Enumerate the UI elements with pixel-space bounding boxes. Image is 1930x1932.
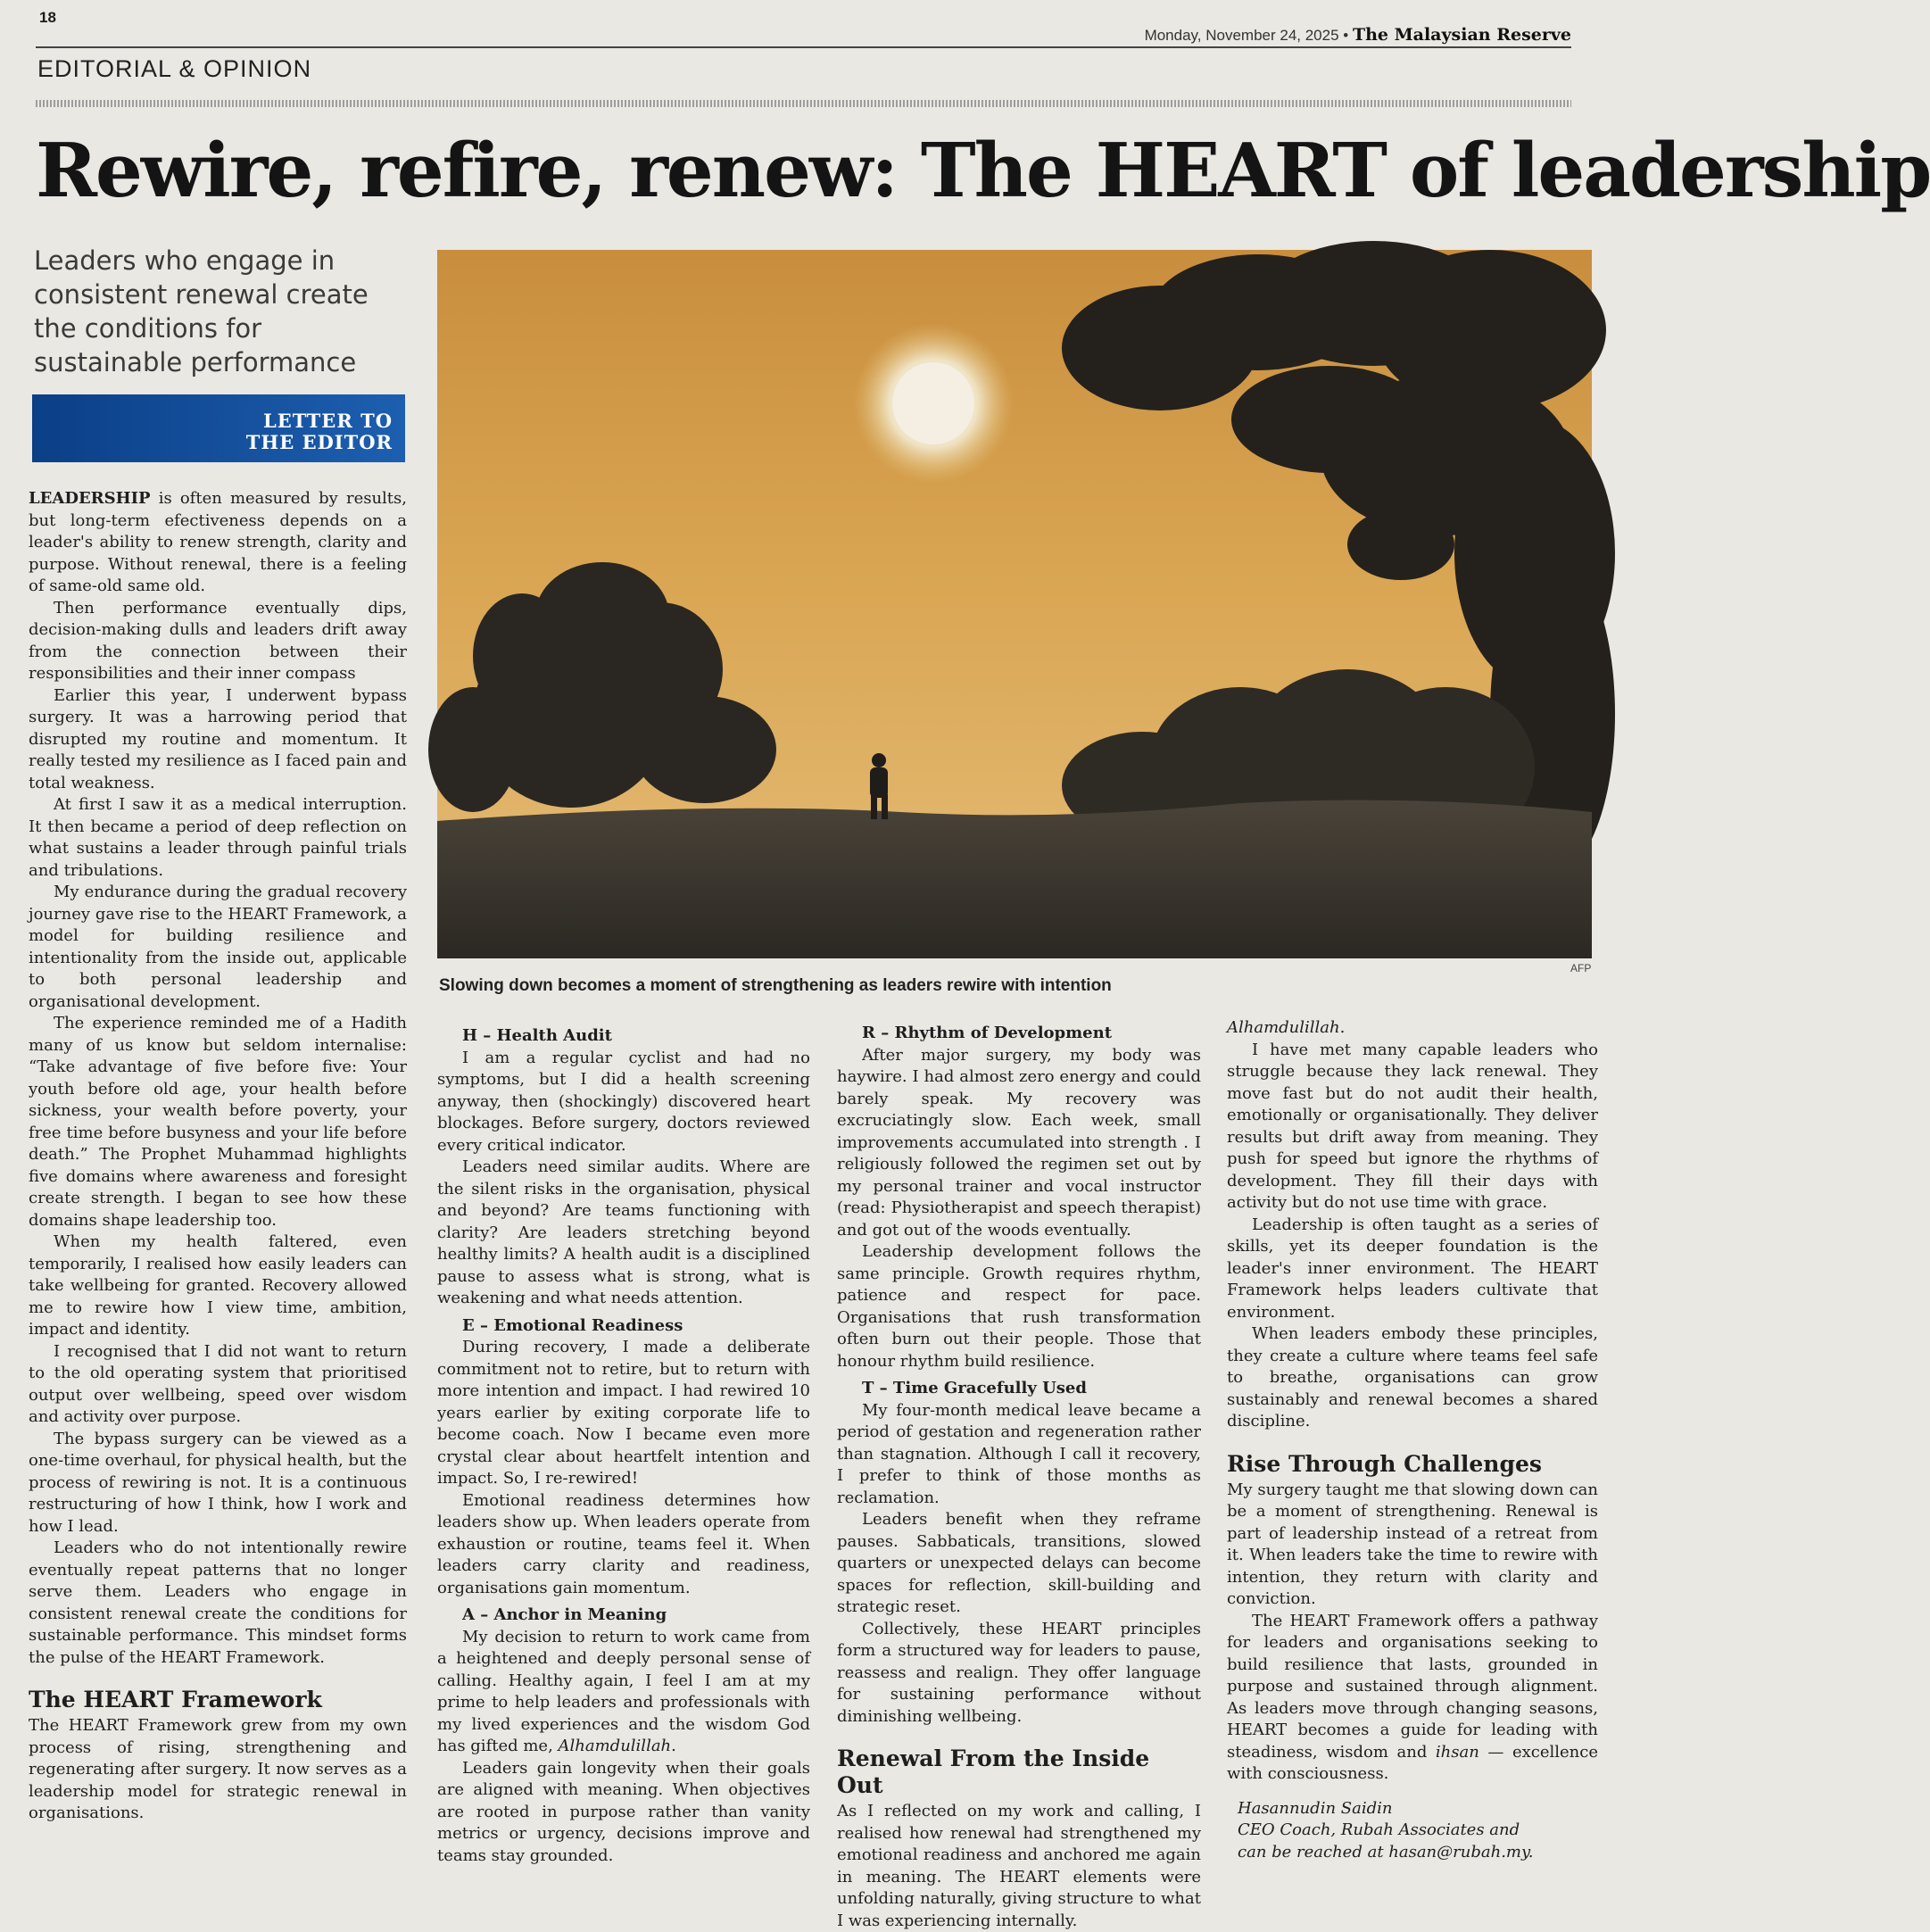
badge-line-1: LETTER TO bbox=[263, 410, 393, 432]
paragraph: My four-month medical leave became a period of gestation and regeneration rather than stagnation. Although I call it recovery, I prefer to think of those months as reclamation. bbox=[837, 1400, 1201, 1507]
subhead-time-gracefully-used: T – Time Gracefully Used bbox=[862, 1379, 1087, 1397]
paragraph bbox=[29, 488, 407, 598]
subhead-emotional-readiness: E – Emotional Readiness bbox=[462, 1315, 683, 1335]
paragraph: Collectively, these HEART principles form a structured way for leaders to pause, reassess and realign. They offer language for sustaining performance without diminishing wellbeing. bbox=[837, 1619, 1201, 1726]
author-title: CEO Coach, Rubah Associates and bbox=[1238, 1820, 1520, 1839]
paragraph: When my health faltered, even temporarily, I realised how easily leaders can take wellbeing for granted. Recovery allowed me to rewire how I view time, ambition, impact and identity. bbox=[29, 1232, 407, 1339]
italic-word: ihsan bbox=[1435, 1742, 1479, 1762]
subhead-rhythm-of-development: R – Rhythm of Development bbox=[862, 1024, 1113, 1042]
page-number: 18 bbox=[39, 9, 56, 26]
paragraph: The HEART Framework grew from my own process of rising, strengthening and regenerating after surgery. It now serves as a leadership model for strategic renewal in organisations. bbox=[29, 1716, 407, 1822]
sunset-silhouette-image bbox=[437, 250, 1592, 958]
subhead-anchor-in-meaning: A – Anchor in Meaning bbox=[462, 1605, 667, 1624]
date-separator: • bbox=[1343, 27, 1349, 44]
issue-date: Monday, November 24, 2025 bbox=[1144, 27, 1339, 44]
headline: Rewire, refire, renew: The HEART of leadership bbox=[36, 127, 1930, 214]
paragraph: When leaders embody these principles, they create a culture where teams feel safe to breathe, organisations can grow sustainably and renewal becomes a shared discipline. bbox=[1227, 1324, 1598, 1430]
paragraph: Leadership is often taught as a series of skills, yet its deeper foundation is the leader's inner environment. The HEART Framework helps leaders cultivate that environment. bbox=[1227, 1215, 1598, 1322]
deck: Leaders who engage in consistent renewal create the conditions for sustainable performance bbox=[34, 245, 369, 377]
lead-word: LEADERSHIP bbox=[29, 489, 151, 508]
badge-line-2: THE EDITOR bbox=[245, 431, 393, 453]
paragraph-text: — excellence with consciousness. bbox=[1227, 1742, 1598, 1783]
paragraph: My endurance during the gradual recovery journey gave rise to the HEART Framework, a model for building resilience and intentionality from the inside out, applicable to both personal leadership and organisational development. bbox=[29, 883, 407, 1011]
section-label: EDITORIAL & OPINION bbox=[37, 55, 312, 82]
column-3 bbox=[837, 1017, 1201, 1932]
subhead-heart-framework: The HEART Framework bbox=[29, 1687, 322, 1712]
paragraph: After major surgery, my body was haywire. I had almost zero energy and could barely speak. My recovery was excruciatingly slow. Each week, small improvements accumulated into strength . I religiously followed the regimen set out by my personal trainer and vocal instructor (read: Physiotherapist and speech therapist) and got out of the woods eventually. bbox=[837, 1045, 1201, 1240]
paragraph: I am a regular cyclist and had no symptoms, but I did a health screening anyway, then (shockingly) discovered heart blockages. Before surgery, doctors reviewed every critical indicator. bbox=[437, 1048, 810, 1155]
paragraph bbox=[1227, 1611, 1598, 1786]
paragraph bbox=[437, 1627, 810, 1758]
photo-caption: Slowing down becomes a moment of strengthening as leaders rewire with intention bbox=[439, 976, 1112, 995]
paragraph-text: My decision to return to work came from a heightened and deeply personal sense of calling. Healthy again, I feel I am at my prime to help leaders and professionals with my lived experiences and the wisdom God has gifted me, bbox=[437, 1627, 810, 1755]
paragraph: Then performance eventually dips, decision-making dulls and leaders drift away from the connection between their responsibilities and their inner compass bbox=[29, 598, 407, 683]
column-4 bbox=[1227, 1017, 1598, 1863]
column-2 bbox=[437, 1020, 810, 1867]
dateline bbox=[1145, 25, 1571, 45]
italic-word: Alhamdulillah bbox=[1227, 1018, 1340, 1037]
paragraph: During recovery, I made a deliberate commitment not to retire, but to return with more intention and impact. I had rewired 10 years earlier by exiting corporate life to become coach. Now I became even more crystal clear about heartfelt intention and impact. So, I re-rewired! bbox=[437, 1338, 810, 1488]
period: . bbox=[671, 1737, 676, 1755]
subhead-health-audit: H – Health Audit bbox=[462, 1026, 612, 1045]
paragraph-text: The HEART Framework offers a pathway for leaders and organisations seeking to build resilience that lasts, grounded in purpose and sustained through alignment. As leaders move through changing seasons, HEART becomes a guide for leading with steadiness, wisdom and bbox=[1227, 1611, 1598, 1762]
paragraph: Leaders benefit when they reframe pauses. Sabbaticals, transitions, slowed quarters or unexpected delays can become spaces for reflection, skill-building and strategic reset. bbox=[837, 1510, 1201, 1616]
column-1 bbox=[29, 488, 407, 1825]
paragraph: Leaders who do not intentionally rewire eventually repeat patterns that no longer serve them. Leaders who engage in consistent renewal create the conditions for sustainable performance. This mindset forms the pulse of the HEART Framework. bbox=[29, 1538, 407, 1667]
paragraph: The bypass surgery can be viewed as a one-time overhaul, for physical health, but the process of rewiring is not. It is a continuous restructuring of how I think, how I work and how I lead. bbox=[29, 1429, 407, 1536]
paragraph: My surgery taught me that slowing down can be a moment of strengthening. Renewal is part of leadership instead of a retreat from it. When leaders take the time to rewire with intention, they return with clarity and conviction. bbox=[1227, 1480, 1598, 1608]
subhead-renewal: Renewal From the Inside Out bbox=[837, 1745, 1150, 1798]
dotted-divider bbox=[36, 100, 1571, 107]
paragraph: Leadership development follows the same principle. Growth requires rhythm, patience and respect for pace. Organisations that rush transformation often burn out their people. Those that honour rhythm build resilience. bbox=[837, 1242, 1201, 1371]
top-rule bbox=[36, 46, 1571, 48]
paragraph: I recognised that I did not want to return to the old operating system that prioritised output over wellbeing, speed over wisdom and activity over purpose. bbox=[29, 1341, 407, 1426]
masthead: The Malaysian Reserve bbox=[1352, 25, 1571, 45]
paragraph: I have met many capable leaders who struggle because they lack renewal. They move fast but do not audit their health, emotionally or organisationally. They deliver results but drift away from meaning. They push for speed but ignore the rhythms of development. They fill their days with activity but do not use time with grace. bbox=[1227, 1040, 1598, 1212]
paragraph bbox=[1227, 1017, 1598, 1040]
signature bbox=[1227, 1798, 1598, 1864]
lead-photo bbox=[437, 250, 1592, 958]
letter-to-editor-badge bbox=[32, 394, 405, 462]
paragraph: Earlier this year, I underwent bypass surgery. It was a harrowing period that disrupted my routine and momentum. It really tested my resilience as I faced pain and total weakness. bbox=[29, 685, 407, 792]
period: . bbox=[1339, 1018, 1346, 1037]
author-name: Hasannudin Saidin bbox=[1238, 1798, 1393, 1818]
paragraph: Leaders need similar audits. Where are the silent risks in the organisation, physical and beyond? Are teams functioning with clarity? Are leaders stretching beyond healthy limits? A health audit is a disciplined pause to assess what is strong, what is weakening and what needs attention. bbox=[437, 1157, 810, 1307]
paragraph-text: is often measured by results, but long-term efectiveness depends on a leader's ability to renew strength, clarity and purpose. Without renewal, there is a feeling of same-old same old. bbox=[29, 489, 407, 595]
paragraph: As I reflected on my work and calling, I realised how renewal had strengthened my emotional readiness and anchored me again in meaning. The HEART elements were unfolding naturally, giving structure to what I was experiencing internally. bbox=[837, 1802, 1201, 1930]
paragraph: At first I saw it as a medical interruption. It then became a period of deep reflection on what sustains a leader through painful trials and tribulations. bbox=[29, 795, 407, 880]
author-contact: can be reached at hasan@rubah.my. bbox=[1238, 1842, 1534, 1862]
subhead-rise-through-challenges: Rise Through Challenges bbox=[1227, 1450, 1542, 1477]
paragraph: The experience reminded me of a Hadith many of us know but seldom internalise: “Take advantage of five before five: Your youth before old age, your health before sickness, your wealth before poverty, your free time before busyness and your life before death.” The Prophet Muhammad highlights five domains where awareness and foresight create strength. I began to see how these domains shape leadership too. bbox=[29, 1014, 407, 1230]
photo-credit: AFP bbox=[1570, 962, 1592, 974]
paragraph: Leaders gain longevity when their goals are aligned with meaning. When objectives are rooted in purpose rather than vanity metrics or urgency, decisions improve and teams stay grounded. bbox=[437, 1758, 810, 1865]
italic-word: Alhamdulillah bbox=[558, 1737, 672, 1755]
paragraph: Emotional readiness determines how leaders show up. When leaders operate from exhaustion or routine, teams feel it. When leaders carry clarity and readiness, organisations gain momentum. bbox=[437, 1490, 810, 1597]
